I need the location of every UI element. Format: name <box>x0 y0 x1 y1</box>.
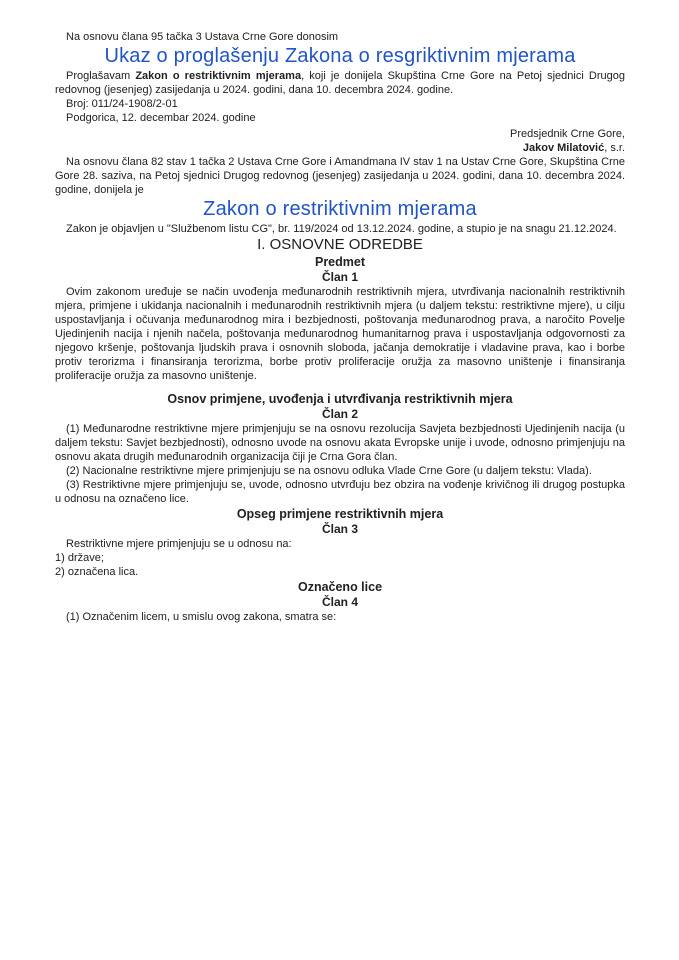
section-heading-oznaceno-lice: Označeno lice <box>297 580 383 594</box>
article-3-list-item-1: 1) države; <box>55 552 104 564</box>
article-2-paragraph-3: (3) Restriktivne mjere primjenjuju se, uvode, odnosno utvrđuju bez obzira na vođenje krivičnog ili drugog postupka u odnosu na označeno lice. <box>55 479 625 505</box>
signature-name-suffix: , s.r. <box>604 142 625 154</box>
proclamation-prefix: Proglašavam <box>66 70 136 82</box>
signature-name-line <box>55 141 625 155</box>
article-3-list-item-2: 2) označena lica. <box>55 566 139 578</box>
proclamation-law-name: Zakon o restriktivnim mjerama <box>135 70 302 82</box>
chapter-heading: I. OSNOVNE ODREDBE <box>257 236 423 253</box>
section-heading-predmet: Predmet <box>314 255 366 269</box>
article-3-intro: Restriktivne mjere primjenjuju se u odnosu na: <box>66 538 292 550</box>
proclamation-suffix: , koji je donijela Skupština Crne Gore na Petoj sjednici Drugog redovnog (jesenjeg) zasijedanja u 2024. godini, dana 10. decembra 2024. godine. <box>55 70 625 96</box>
article-2-paragraph-1: (1) Međunarodne restriktivne mjere primjenjuju se na osnovu rezolucija Savjeta bezbjednosti Ujedinjenih nacija (u daljem tekstu: Savjet bezbjednosti), odnosno uvode na osnovu akata Evropske unije i uvode, odnosno primjenjuju na osnovu akata drugih međunarodnih organizacija čiji je Crna Gora član. <box>55 423 625 463</box>
place-date-line: Podgorica, 12. decembar 2024. godine <box>66 112 256 124</box>
article-1-paragraph: Ovim zakonom uređuje se način uvođenja međunarodnih restriktivnih mjera, utvrđivanja nacionalnih restriktivnih mjera, primjene i ukidanja nacionalnih i međunarodnih restriktivnih mjera (u daljem tekstu: restriktivne mjere), u cilju uspostavljanja i očuvanja međunarodnog mira i bezbjednosti, poštovanja međunarodnog prava, a naročito Povelje Ujedinjenih nacija i njenih načela, poštovanja međunarodnog humanitarnog prava i uspostavljanja odgovornosti za njegovo kršenje, poštovanja ljudskih prava i osnovnih sloboda, jačanja demokratije i vladavine prava, kao i borbe protiv terorizma i finansiranja terorizma, borbe protiv proliferacije oružja za masovno uništenje i finansiranja proliferacije oružja za masovno uništenje. <box>55 286 625 382</box>
article-number-4: Član 4 <box>321 595 358 609</box>
section-heading-osnov-primjene: Osnov primjene, uvođenja i utvrđivanja restriktivnih mjera <box>167 392 513 406</box>
proclamation-paragraph <box>55 69 625 97</box>
basis-paragraph: Na osnovu člana 82 stav 1 tačka 2 Ustava Crne Gore i Amandmana IV stav 1 na Ustav Crne Gore, Skupština Crne Gore 28. saziva, na Petoj sjednici Drugog redovnog (jesenjeg) zasijedanja u 2024. godini, dana 10. decembra 2024. godine, donijela je <box>55 156 625 196</box>
publication-note: Zakon je objavljen u "Službenom listu CG", br. 119/2024 od 13.12.2024. godine, a stupio je na snagu 21.12.2024. <box>66 223 617 235</box>
number-line: Broj: 011/24-1908/2-01 <box>66 98 178 110</box>
signature-block <box>55 127 625 155</box>
section-heading-opseg-primjene: Opseg primjene restriktivnih mjera <box>236 507 444 521</box>
article-4-paragraph-1: (1) Označenim licem, u smislu ovog zakona, smatra se: <box>66 611 337 623</box>
law-title: Zakon o restriktivnim mjerama <box>203 198 477 220</box>
article-number-3: Član 3 <box>321 522 358 536</box>
intro-line: Na osnovu člana 95 tačka 3 Ustava Crne Gore donosim <box>66 31 339 43</box>
decree-title: Ukaz o proglašenju Zakona o resgriktivnim mjerama <box>104 45 576 67</box>
signature-title-line: Predsjednik Crne Gore, <box>510 128 625 140</box>
article-number-1: Član 1 <box>321 270 358 284</box>
article-2-paragraph-2: (2) Nacionalne restriktivne mjere primjenjuju se na osnovu odluka Vlade Crne Gore (u daljem tekstu: Vlada). <box>66 465 592 477</box>
article-number-2: Član 2 <box>321 407 358 421</box>
signature-name: Jakov Milatović <box>522 142 605 154</box>
